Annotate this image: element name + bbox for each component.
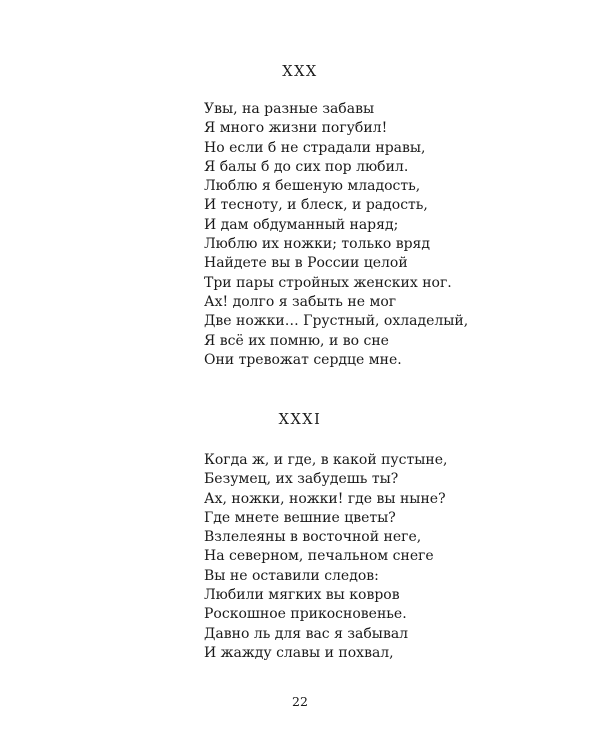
verse-line: Увы, на разные забавы (204, 101, 375, 117)
verse-line: Две ножки… Грустный, охладелый, (204, 313, 469, 330)
verse-line: Роскошное прикосновенье. (204, 606, 407, 623)
verse-line: Любили мягких вы ковров (204, 587, 400, 604)
verse-line: Но если б не страдали нравы, (204, 139, 426, 156)
verse-line: Когда ж, и где, в какой пустыне, (204, 452, 448, 468)
verse-line: Я балы б до сих пор любил. (204, 158, 409, 175)
stanza-heading: XXX (282, 64, 318, 80)
verse-line: И тесноту, и блеск, и радость, (204, 197, 428, 214)
verse-line: Я всё их помню, и во сне (204, 332, 389, 349)
verse-line: Давно ль для вас я забывал (204, 625, 409, 642)
verse-line: Найдете вы в России целой (204, 255, 408, 272)
verse-line: Взлелеяны в восточной неге, (204, 529, 422, 546)
verse-line: Они тревожат сердце мне. (204, 351, 402, 368)
verse-line: Люблю я бешеную младость, (204, 178, 421, 195)
verse-line: Безумец, их забудешь ты? (204, 471, 399, 488)
verse-line: Я много жизни погубил! (204, 120, 388, 137)
verse-line: И жажду славы и похвал, (204, 644, 394, 661)
page-number: 22 (292, 694, 308, 709)
stanza-lines (204, 100, 468, 370)
verse-line: Ах, ножки, ножки! где вы ныне? (204, 490, 446, 507)
verse-line: Вы не оставили следов: (204, 567, 379, 584)
verse-line: Ах! долго я забыть не мог (204, 293, 397, 310)
stanza-heading: XXXI (278, 412, 322, 428)
stanza-lines (204, 451, 447, 663)
verse-line: Три пары стройных женских ног. (204, 274, 452, 291)
verse-line: Люблю их ножки; только вряд (204, 236, 431, 253)
verse-line: На северном, печальном снеге (204, 548, 434, 565)
verse-line: Где мнете вешние цветы? (204, 509, 396, 526)
verse-line: И дам обдуманный наряд; (204, 216, 399, 233)
